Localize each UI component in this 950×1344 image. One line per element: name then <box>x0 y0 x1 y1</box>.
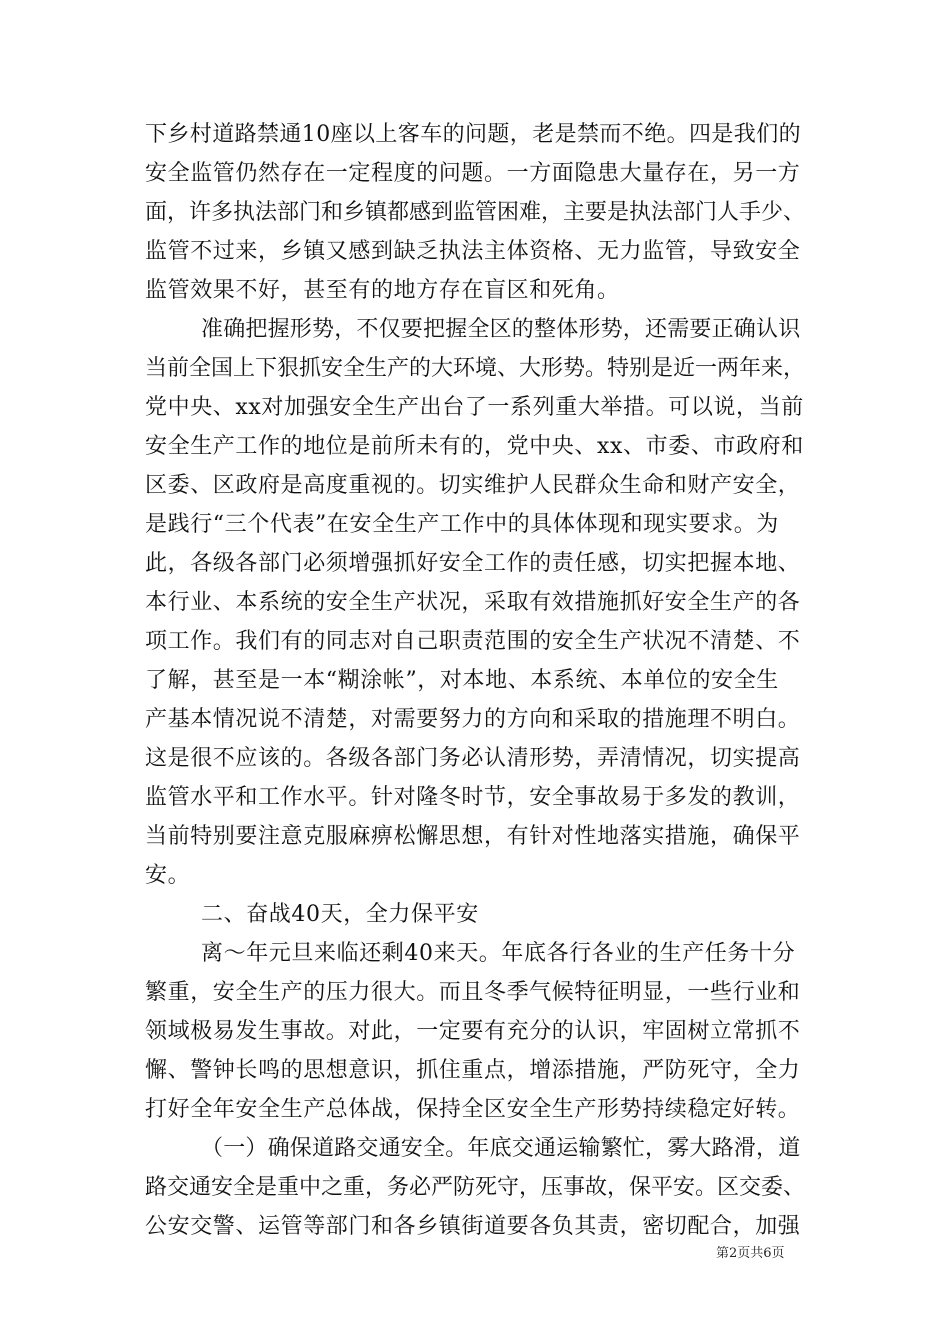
text-line: 监管水平和工作水平。针对隆冬时节，安全事故易于多发的教训， <box>145 785 801 810</box>
text-line: 安。 <box>145 863 191 888</box>
page-number-footer: 第2页共6页 <box>716 1246 785 1261</box>
text-line: 当前特别要注意克服麻痹松懈思想，有针对性地落实措施，确保平 <box>145 824 801 849</box>
section-heading: 二、奋战40天，全力保平安 <box>201 902 479 927</box>
text-line: 安全监管仍然存在一定程度的问题。一方面隐患大量存在，另一方 <box>145 161 801 186</box>
text-line: 是践行“三个代表”在安全生产工作中的具体体现和现实要求。为 <box>145 512 779 537</box>
text-line: 这是很不应该的。各级各部门务必认清形势，弄清情况，切实提高 <box>145 746 801 771</box>
paragraph-first-line: 离～年元旦来临还剩40来天。年底各行各业的生产任务十分 <box>201 941 796 966</box>
text-line: 繁重，安全生产的压力很大。而且冬季气候特征明显，一些行业和 <box>145 980 801 1005</box>
text-line: 当前全国上下狠抓安全生产的大环境、大形势。特别是近一两年来， <box>145 356 806 381</box>
text-line: 下乡村道路禁通10座以上客车的问题，老是禁而不绝。四是我们的 <box>145 122 801 147</box>
text-line: 党中央、xx对加强安全生产出台了一系列重大举措。可以说，当前 <box>145 395 804 420</box>
text-line: 区委、区政府是高度重视的。切实维护人民群众生命和财产安全， <box>145 473 801 498</box>
text-line: 公安交警、运管等部门和各乡镇街道要各负其责，密切配合，加强 <box>145 1214 801 1239</box>
text-line: 产基本情况说不清楚，对需要努力的方向和采取的措施理不明白。 <box>145 707 801 732</box>
text-line: 路交通安全是重中之重，务必严防死守，压事故，保平安。区交委、 <box>145 1175 806 1200</box>
text-line: 项工作。我们有的同志对自己职责范围的安全生产状况不清楚、不 <box>145 629 801 654</box>
text-line: 本行业、本系统的安全生产状况，采取有效措施抓好安全生产的各 <box>145 590 801 615</box>
text-line: 此，各级各部门必须增强抓好安全工作的责任感，切实把握本地、 <box>145 551 801 576</box>
text-line: 领域极易发生事故。对此，一定要有充分的认识，牢固树立常抓不 <box>145 1019 801 1044</box>
text-line: 监管不过来，乡镇又感到缺乏执法主体资格、无力监管，导致安全 <box>145 239 801 264</box>
text-line: 面，许多执法部门和乡镇都感到监管困难，主要是执法部门人手少、 <box>145 200 806 225</box>
text-line: 安全生产工作的地位是前所未有的，党中央、xx、市委、市政府和 <box>145 434 804 459</box>
text-line: 监管效果不好，甚至有的地方存在盲区和死角。 <box>145 278 620 303</box>
subsection-first-line: （一）确保道路交通安全。年底交通运输繁忙，雾大路滑，道 <box>201 1136 801 1161</box>
text-line: 打好全年安全生产总体战，保持全区安全生产形势持续稳定好转。 <box>145 1097 801 1122</box>
text-line: 懈、警钟长鸣的思想意识，抓住重点，增添措施，严防死守，全力 <box>145 1058 801 1083</box>
paragraph-first-line: 准确把握形势，不仅要把握全区的整体形势，还需要正确认识 <box>201 317 801 342</box>
text-line: 了解，甚至是一本“糊涂帐”，对本地、本系统、本单位的安全生 <box>145 668 779 693</box>
